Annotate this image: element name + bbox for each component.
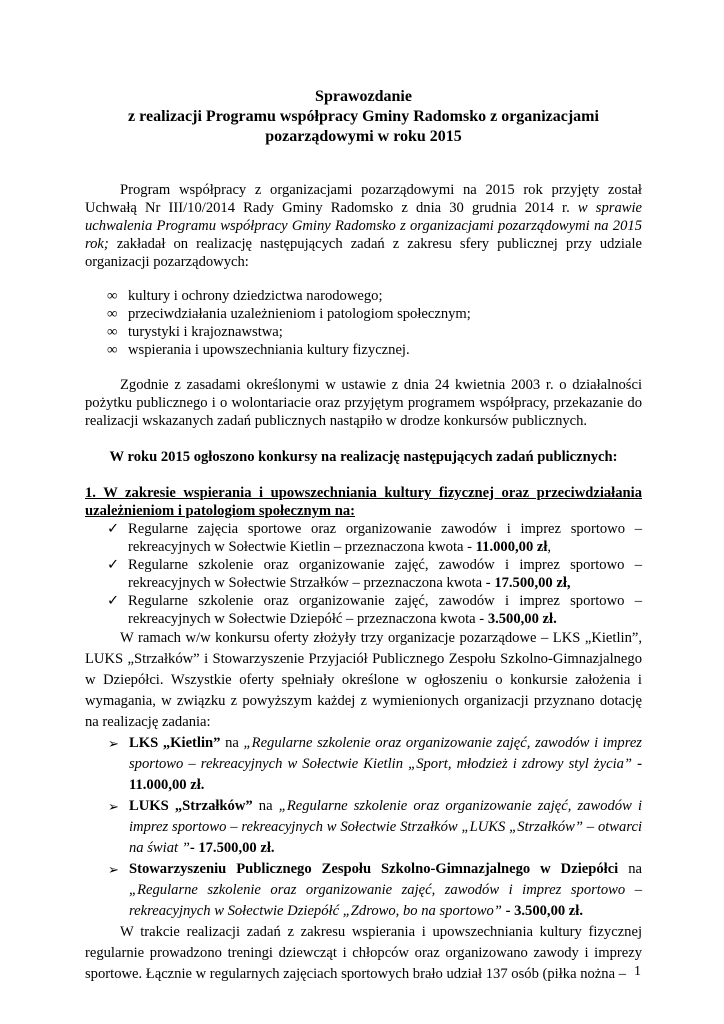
checkmark-icon: ✓ [107,521,120,537]
checkmark-icon: ✓ [107,593,120,609]
section-1-heading: 1. W zakresie wspierania i upowszechniania kultury fizycznej oraz przeciwdziałania uzależnieniom i patologiom społecznym na: [85,485,642,519]
title-line-3: pozarządowymi w roku 2015 [265,128,462,145]
contests-heading: W roku 2015 ogłoszono konkursy na realizację następujących zadań publicznych: [109,449,618,465]
list-item: ✓ Regularne szkolenie oraz organizowanie zajęć, zawodów i imprez sportowo – rekreacyjnych w Sołectwie Dziepółć – przeznaczona kwota - 3.500,00 zł. [107,593,642,627]
list-item: ➢ LKS „Kietlin” na „Regularne szkolenie oraz organizowanie zajęć, zawodów i imprez sportowo – rekreacyjnych w Sołectwie Kietlin „Sport, młodzież i zdrowy styl życia” - 11.000,00 zł. [108,735,642,793]
list-item: ∞ kultury i ochrony dziedzictwa narodowego; [107,288,383,304]
intro-italic: w sprawie uchwalenia Programu współpracy Gminy Radomsko z organizacjami pozarządowymi na 2015 rok; [85,200,643,252]
title-line-2: z realizacji Programu współpracy Gminy Radomsko z organizacjami [128,108,599,125]
page-number: 1 [634,964,641,979]
infinity-bullet-icon: ∞ [107,306,118,322]
list-item: ✓ Regularne zajęcia sportowe oraz organizowanie zawodów i imprez sportowo – rekreacyjnych w Sołectwie Kietlin – przeznaczona kwota - 11.000,00 zł, [107,521,642,555]
arrow-bullet-icon: ➢ [108,799,119,814]
arrow-bullet-icon: ➢ [108,862,119,877]
list-item: ∞ turystyki i krajoznawstwa; [107,324,283,340]
list-item: ➢ LUKS „Strzałków” na „Regularne szkolenie oraz organizowanie zajęć, zawodów i imprez sportowo – rekreacyjnych w Sołectwie Strzałków „LUKS „Strzałków” – otwarci na świat ”- 17.500,00 zł. [108,798,642,856]
report-title [85,87,642,147]
list-item: ➢ Stowarzyszeniu Publicznego Zespołu Szkolno-Gimnazjalnego w Dziepółci na „Regularne szkolenie oraz organizowanie zajęć, zawodów i imprez sportowo – rekreacyjnych w Sołectwie Dziepółć „Zdrowo, bo na sportowo” - 3.500,00 zł. [108,861,642,919]
closing-paragraph: W trakcie realizacji zadań z zakresu wspierania i upowszechniania kultury fizycznej regularnie prowadzono treningi dziewcząt i chłopców oraz organizowano zawody i imprezy sportowe. Łącznie w regularnych zajęciach sportowych brało udział 137 osób (piłka nożna – [85,924,642,982]
list-item: ∞ wspierania i upowszechniania kultury fizycznej. [107,342,410,358]
title-line-1: Sprawozdanie [315,88,412,105]
checkmark-icon: ✓ [107,557,120,573]
infinity-bullet-icon: ∞ [107,342,118,358]
list-item: ∞ przeciwdziałania uzależnieniom i patologiom społecznym; [107,306,471,322]
infinity-bullet-icon: ∞ [107,288,118,304]
grant-list [108,733,642,922]
intro-text-1: Program współpracy z organizacjami pozarządowymi na 2015 rok przyjęty został Uchwałą Nr III/10/2014 Rady Gminy Radomsko z dnia 30 grudnia 2014 r. [85,182,642,216]
document-page [85,87,642,985]
intro-text-2: zakładał on realizację następujących zadań z zakresu sfery publicznej przy udziale organizacji pozarządowych: [85,236,642,270]
check-list [107,520,642,628]
arrow-bullet-icon: ➢ [108,736,119,751]
infinity-bullet-icon: ∞ [107,324,118,340]
law-paragraph: Zgodnie z zasadami określonymi w ustawie z dnia 24 kwietnia 2003 r. o działalności pożytku publicznego i o wolontariacie oraz przyjętym programem współpracy, przekazanie do realizacji wskazanych zadań publicznych nastąpiło w drodze konkursów publicznych. [85,377,642,429]
intro-paragraph [85,181,642,271]
list-item: ✓ Regularne szkolenie oraz organizowanie zajęć, zawodów i imprez sportowo – rekreacyjnych w Sołectwie Strzałków – przeznaczona kwota - 17.500,00 zł, [107,557,642,591]
task-list [107,287,642,359]
offers-paragraph: W ramach w/w konkursu oferty złożyły trzy organizacje pozarządowe – LKS „Kietlin”, LUKS „Strzałków” i Stowarzyszenie Przyjaciół Publicznego Zespołu Szkolno-Gimnazjalnego w Dziepółci. Wszystkie oferty spełniały określone w ogłoszeniu o konkursie założenia i wymagania, w związku z powyższym każdej z wymienionych organizacji przyznano dotację na realizację zadania: [85,630,642,730]
